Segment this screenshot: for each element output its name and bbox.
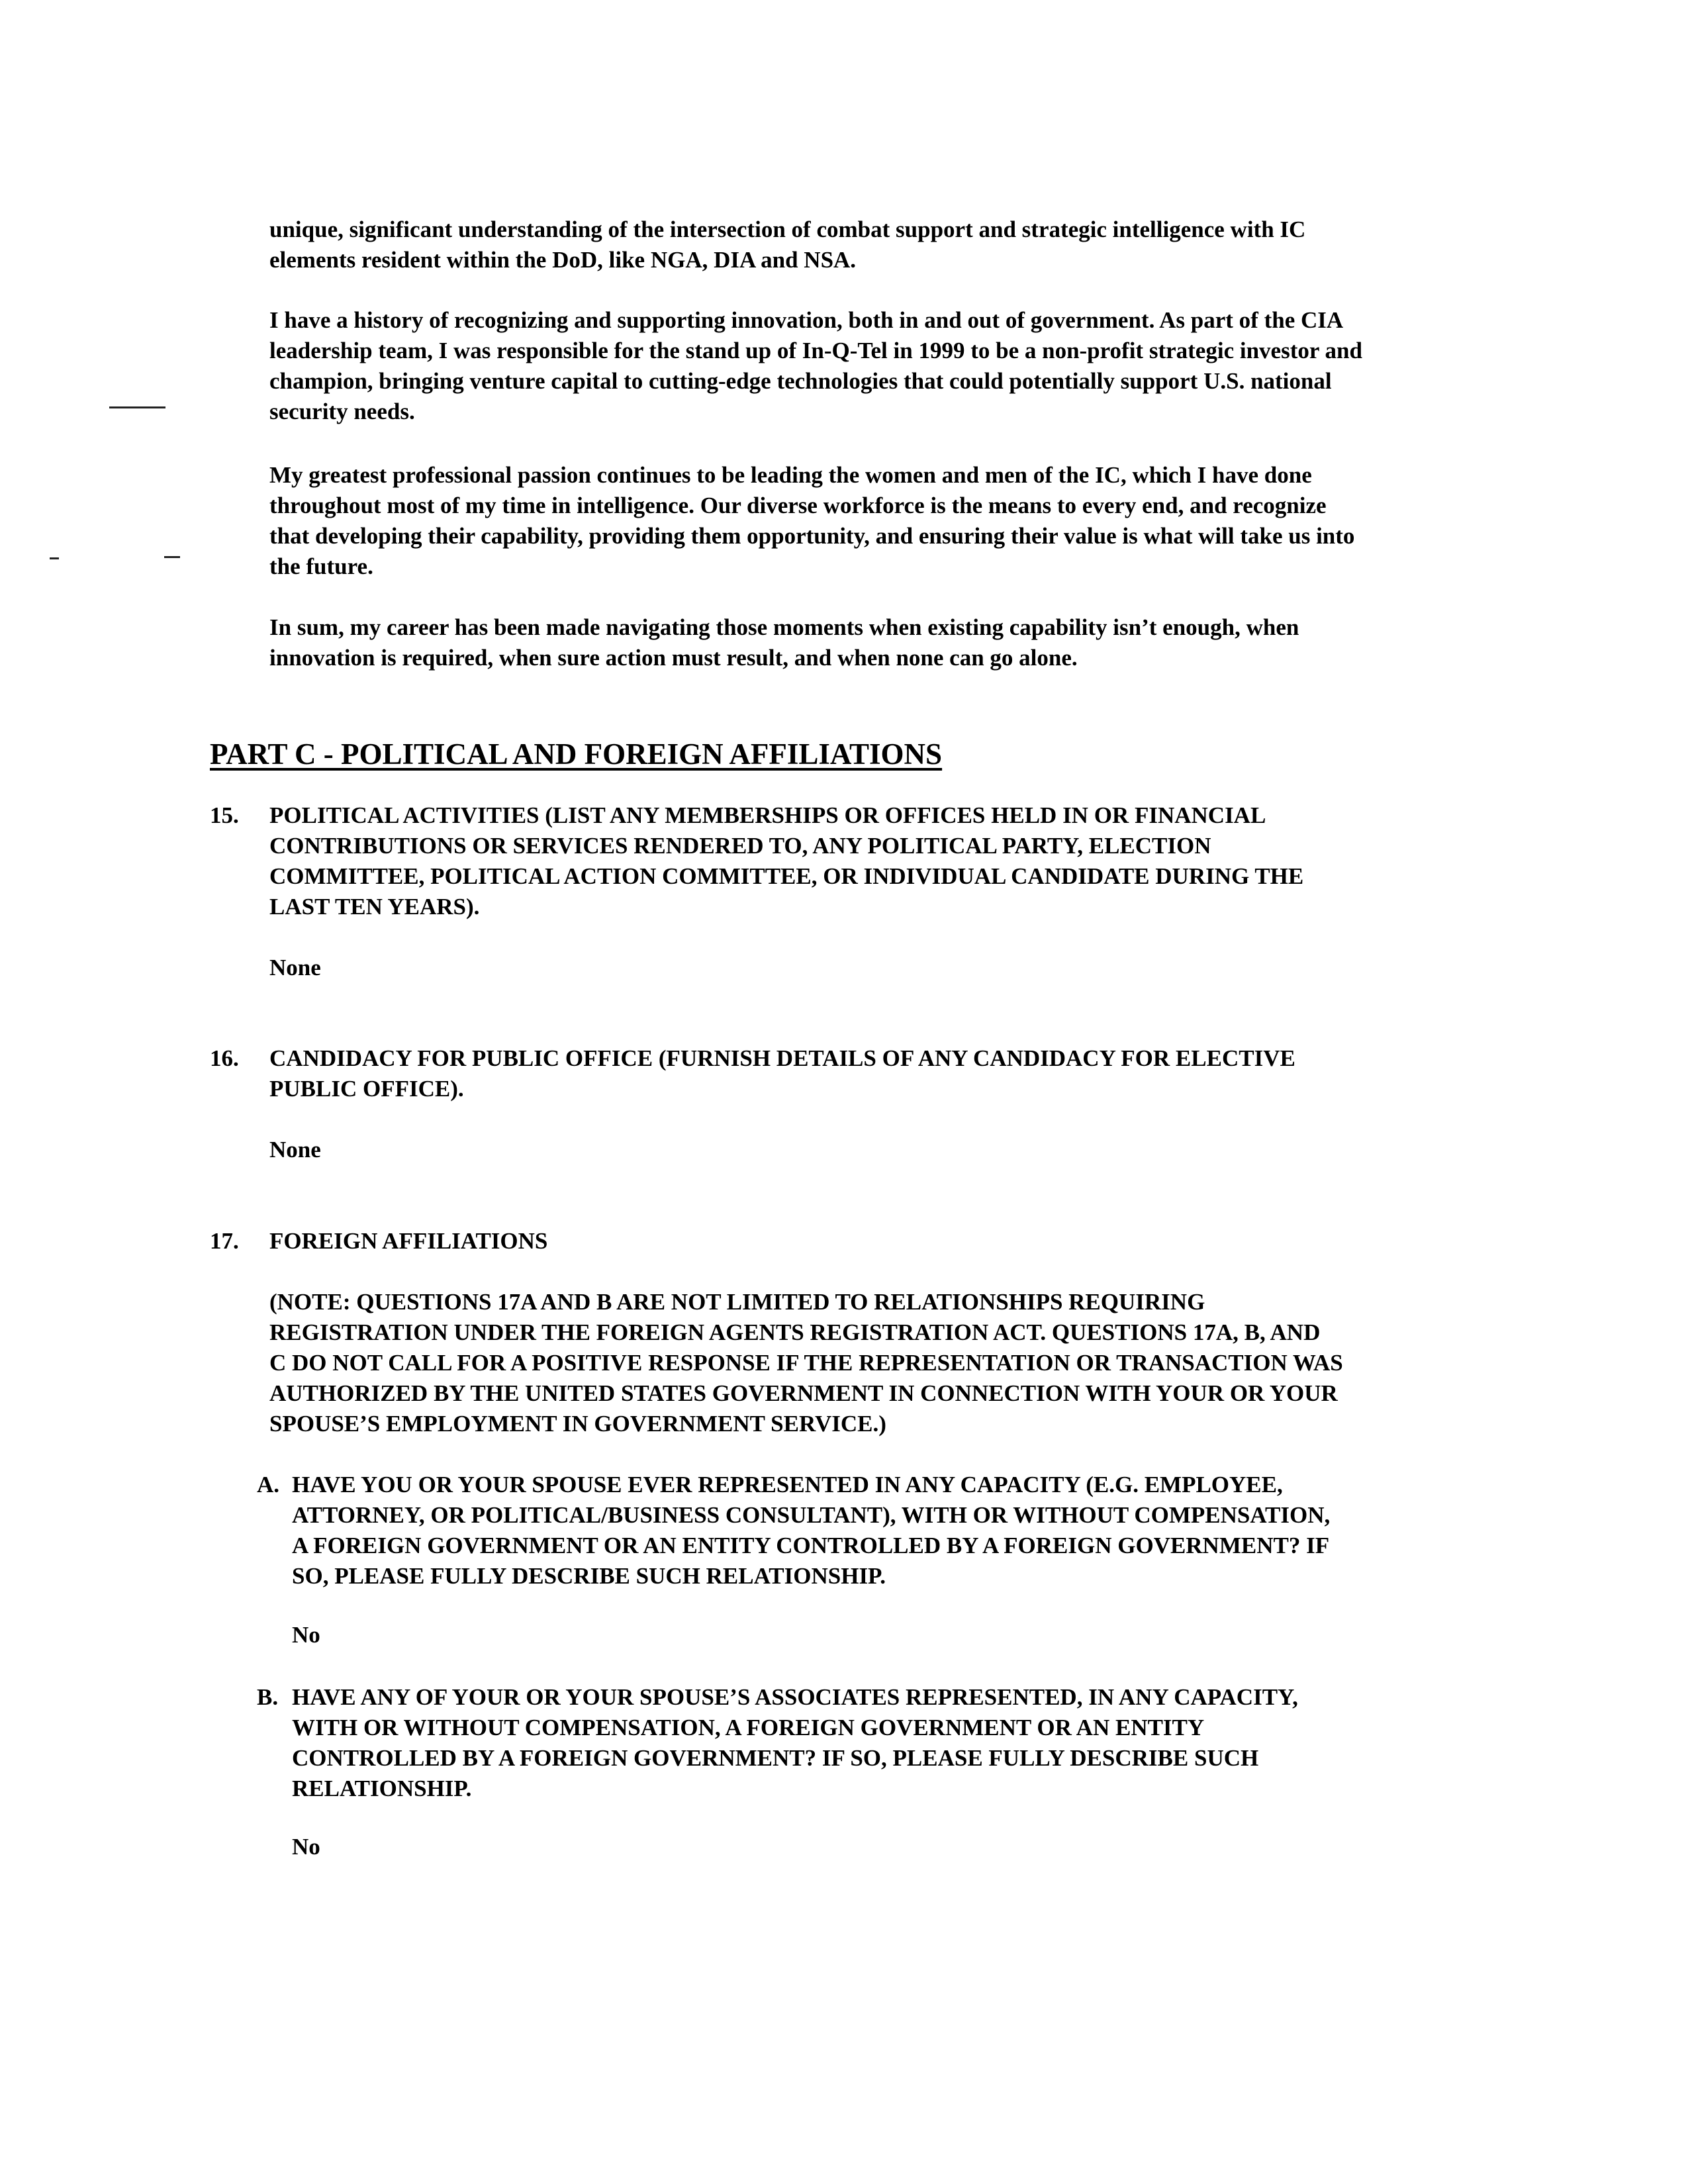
text-line: ATTORNEY, OR POLITICAL/BUSINESS CONSULTANT), WITH OR WITHOUT COMPENSATION, xyxy=(292,1502,1331,1528)
text-line: WITH OR WITHOUT COMPENSATION, A FOREIGN GOVERNMENT OR AN ENTITY xyxy=(292,1715,1205,1740)
text-line: CONTROLLED BY A FOREIGN GOVERNMENT? IF SO, PLEASE FULLY DESCRIBE SUCH xyxy=(292,1745,1259,1771)
question-number: 15. xyxy=(210,802,239,828)
text-line: A FOREIGN GOVERNMENT OR AN ENTITY CONTROLLED BY A FOREIGN GOVERNMENT? IF xyxy=(292,1533,1330,1558)
text-line: elements resident within the DoD, like NGA, DIA and NSA. xyxy=(269,247,857,273)
question-17a-text xyxy=(292,1470,1330,1591)
text-line: the future. xyxy=(269,553,373,579)
question-number: 17. xyxy=(210,1228,239,1254)
text-line: security needs. xyxy=(269,399,415,424)
scan-mark xyxy=(50,557,59,559)
text-line: C DO NOT CALL FOR A POSITIVE RESPONSE IF THE REPRESENTATION OR TRANSACTION WAS xyxy=(269,1350,1343,1376)
question-16-answer: None xyxy=(269,1137,321,1163)
question-15-text xyxy=(269,800,1303,922)
question-17-note xyxy=(269,1287,1343,1439)
text-line: SPOUSE’S EMPLOYMENT IN GOVERNMENT SERVICE.) xyxy=(269,1411,886,1437)
question-17-title: FOREIGN AFFILIATIONS xyxy=(269,1228,548,1254)
text-line: that developing their capability, providing them opportunity, and ensuring their value is what will take us into xyxy=(269,523,1355,549)
paragraph-3 xyxy=(269,460,1354,582)
text-line: leadership team, I was responsible for the stand up of In-Q-Tel in 1999 to be a non-profit strategic investor and xyxy=(269,338,1362,363)
text-line: CONTRIBUTIONS OR SERVICES RENDERED TO, ANY POLITICAL PARTY, ELECTION xyxy=(269,833,1211,859)
text-line: PUBLIC OFFICE). xyxy=(269,1076,464,1102)
text-line: COMMITTEE, POLITICAL ACTION COMMITTEE, OR INDIVIDUAL CANDIDATE DURING THE xyxy=(269,863,1304,889)
subquestion-letter: A. xyxy=(257,1472,280,1497)
text-line: My greatest professional passion continues to be leading the women and men of the IC, which I have done xyxy=(269,462,1312,488)
section-heading: PART C - POLITICAL AND FOREIGN AFFILIATIONS xyxy=(210,737,943,771)
subquestion-letter: B. xyxy=(257,1684,279,1710)
paragraph-4 xyxy=(269,612,1299,673)
paragraph-2 xyxy=(269,305,1362,427)
text-line: (NOTE: QUESTIONS 17A AND B ARE NOT LIMITED TO RELATIONSHIPS REQUIRING xyxy=(269,1289,1205,1315)
text-line: CANDIDACY FOR PUBLIC OFFICE (FURNISH DETAILS OF ANY CANDIDACY FOR ELECTIVE xyxy=(269,1045,1295,1071)
question-number: 16. xyxy=(210,1045,239,1071)
text-line: innovation is required, when sure action must result, and when none can go alone. xyxy=(269,645,1078,671)
question-17b-answer: No xyxy=(292,1834,320,1860)
text-line: HAVE ANY OF YOUR OR YOUR SPOUSE’S ASSOCIATES REPRESENTED, IN ANY CAPACITY, xyxy=(292,1684,1298,1710)
text-line: REGISTRATION UNDER THE FOREIGN AGENTS REGISTRATION ACT. QUESTIONS 17A, B, AND xyxy=(269,1319,1321,1345)
question-15-answer: None xyxy=(269,955,321,980)
text-line: AUTHORIZED BY THE UNITED STATES GOVERNMENT IN CONNECTION WITH YOUR OR YOUR xyxy=(269,1380,1338,1406)
text-line: unique, significant understanding of the intersection of combat support and strategic intelligence with IC xyxy=(269,216,1306,242)
scan-mark xyxy=(164,556,180,558)
text-line: SO, PLEASE FULLY DESCRIBE SUCH RELATIONSHIP. xyxy=(292,1563,886,1589)
text-line: champion, bringing venture capital to cutting-edge technologies that could potentially support U.S. national xyxy=(269,368,1332,394)
scan-mark xyxy=(109,406,165,408)
text-line: I have a history of recognizing and supporting innovation, both in and out of government. As part of the CIA xyxy=(269,307,1344,333)
text-line: throughout most of my time in intelligence. Our diverse workforce is the means to every end, and recognize xyxy=(269,493,1327,518)
question-16-text xyxy=(269,1043,1295,1104)
text-line: HAVE YOU OR YOUR SPOUSE EVER REPRESENTED IN ANY CAPACITY (E.G. EMPLOYEE, xyxy=(292,1472,1283,1497)
question-17b-text xyxy=(292,1682,1298,1804)
question-17a-answer: No xyxy=(292,1622,320,1648)
text-line: LAST TEN YEARS). xyxy=(269,894,480,920)
text-line: POLITICAL ACTIVITIES (LIST ANY MEMBERSHIPS OR OFFICES HELD IN OR FINANCIAL xyxy=(269,802,1266,828)
text-line: RELATIONSHIP. xyxy=(292,1776,472,1801)
paragraph-1 xyxy=(269,214,1305,275)
text-line: In sum, my career has been made navigating those moments when existing capability isn’t enough, when xyxy=(269,614,1299,640)
